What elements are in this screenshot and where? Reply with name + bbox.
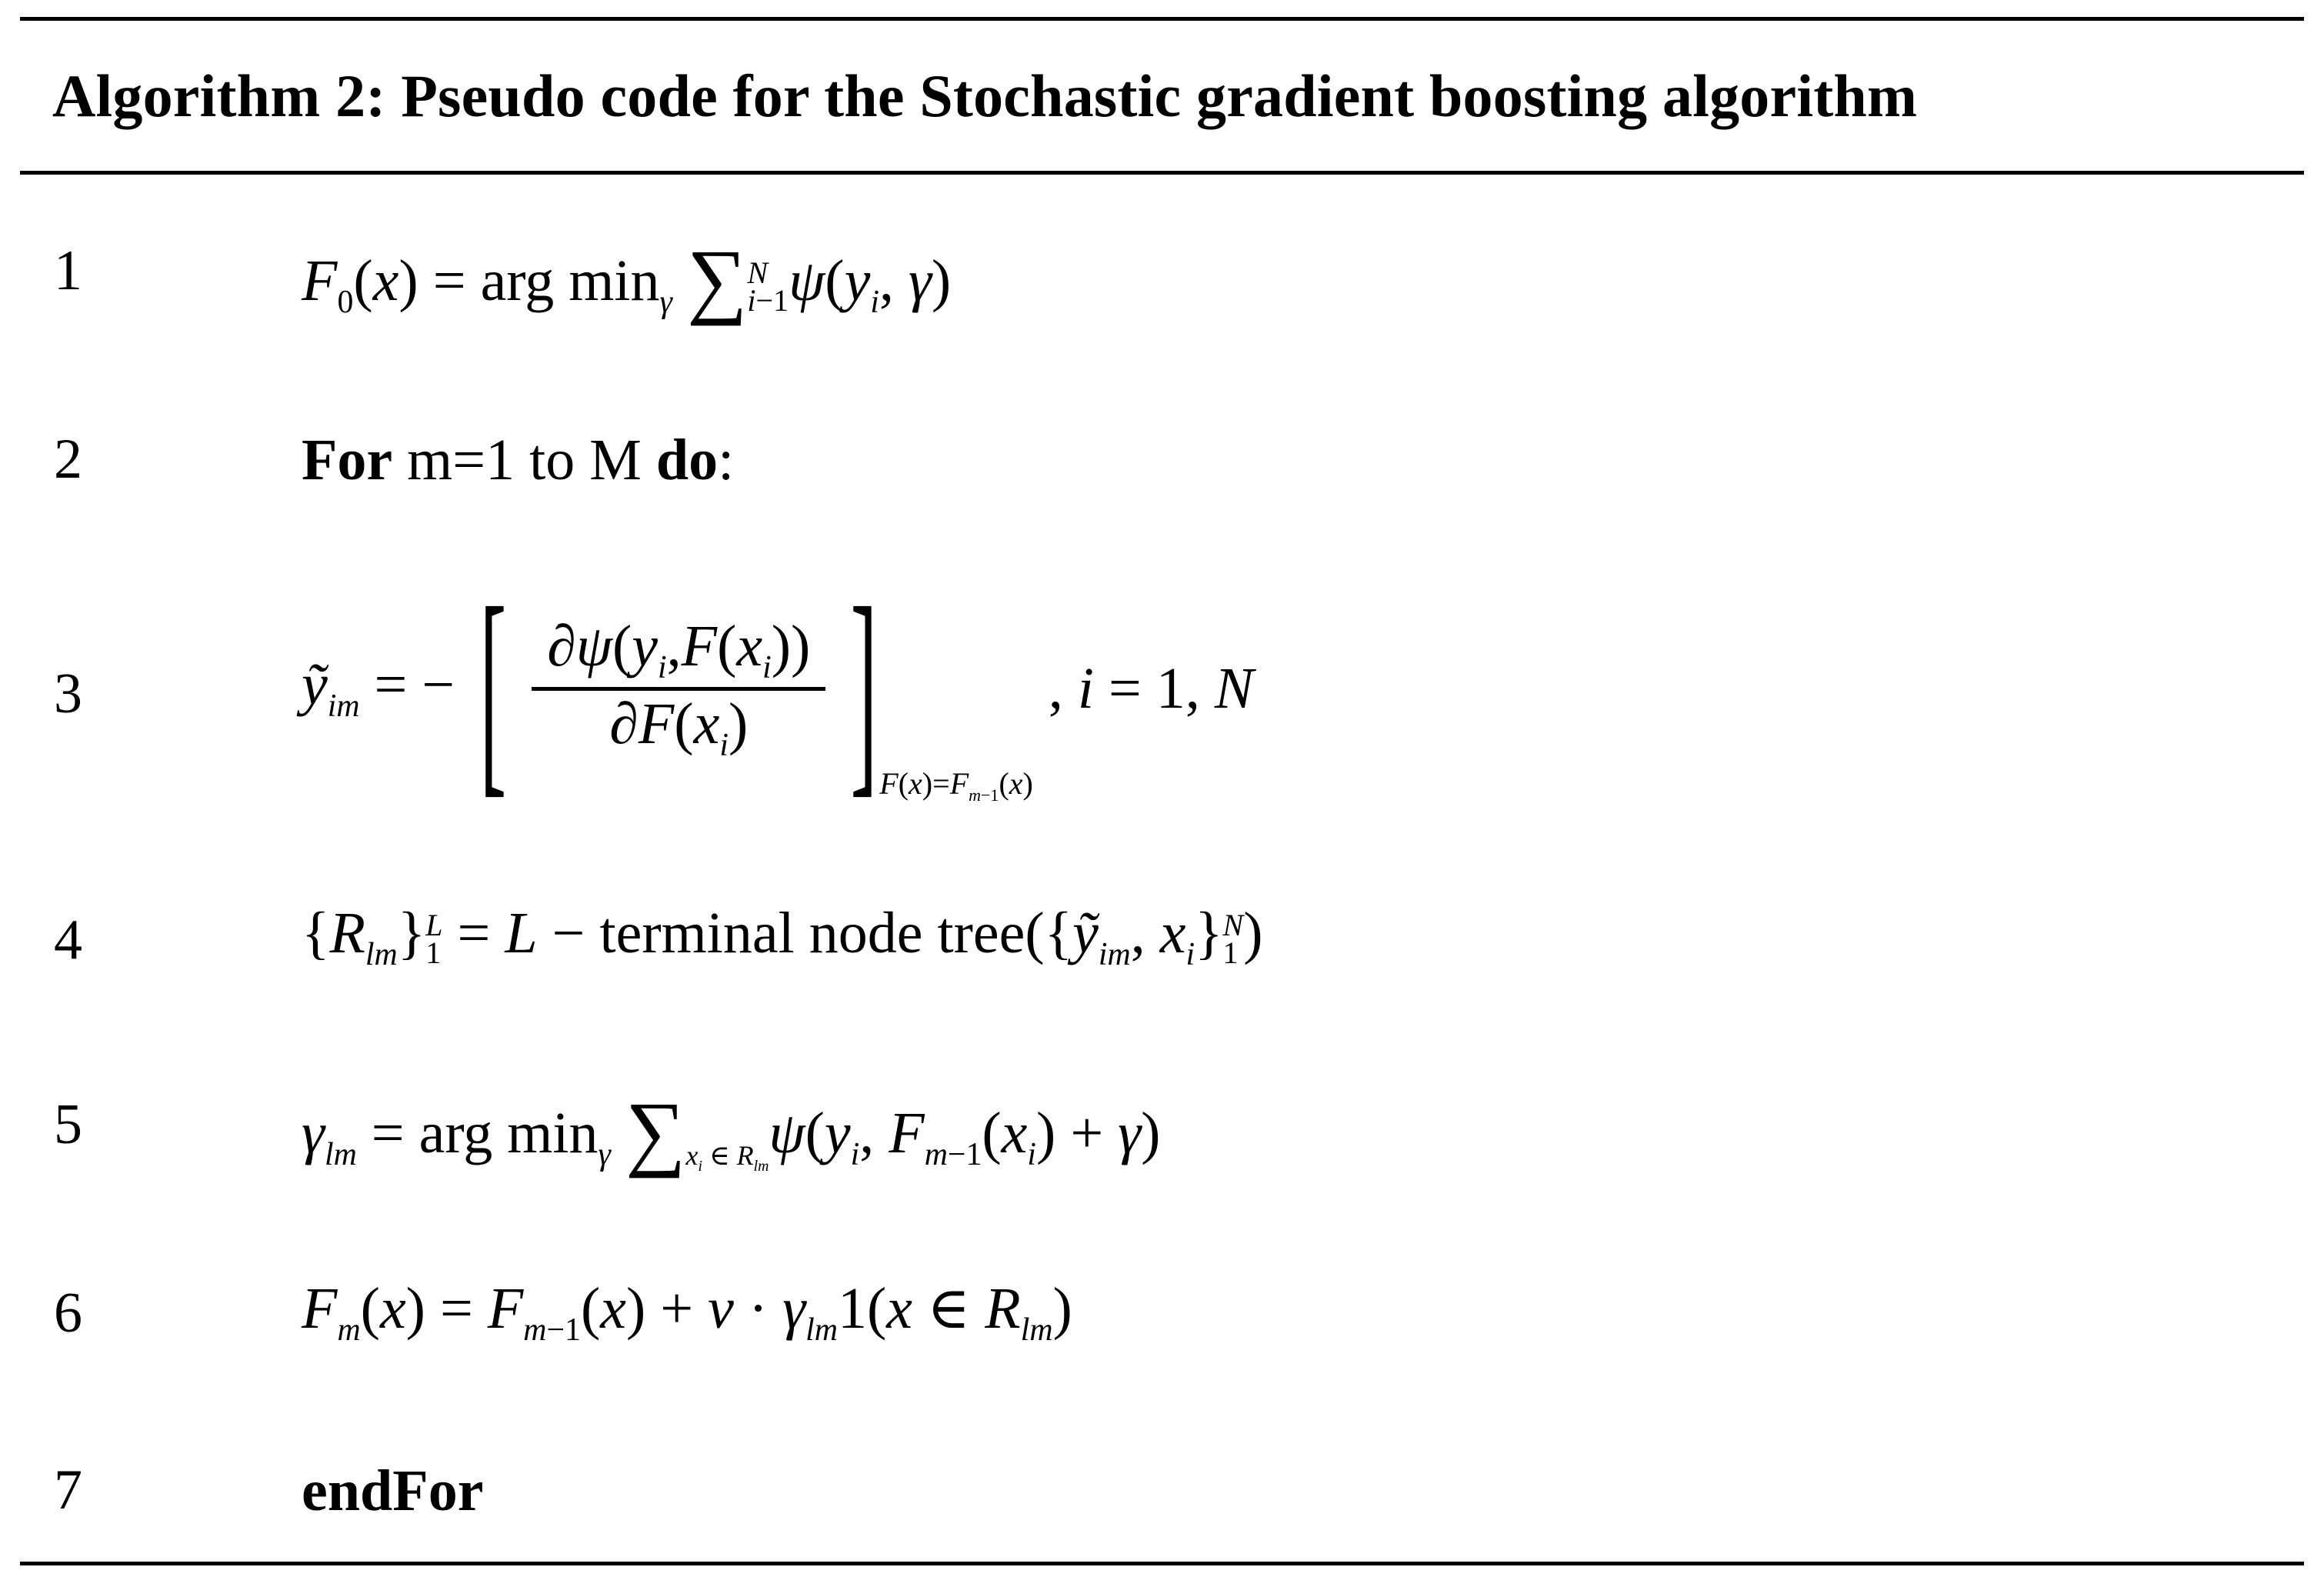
bottom-rule [20,1562,2304,1565]
line-number: 1 [54,239,82,302]
formula-terminal-node-tree: $\{R_{lm}\}$ L 1 = L − terminal node tree({ỹ$_{im}$, $x_i$} N 1 ) [302,901,1263,973]
line-number: 7 [54,1459,82,1522]
formula-pseudo-residual: ỹ$_{im}$ = − [ $\frac{\partial\psi(y_i,F(x_i))}{\partial F(x_i)}$ ]$F(x)=F_{m-1}(x)$, i = 1, N [302,561,1254,816]
formula-update: $F_m(x) = F_{m-1}(x) + \nu \cdot \gamma_{lm}1(x$ ∈ $R_{lm}$) [302,1276,1072,1349]
algorithm-title: Algorithm 2: Pseudo code for the Stochastic gradient boosting algorithm [52,62,1918,129]
line-number: 6 [54,1282,82,1345]
line-number: 2 [54,428,82,491]
formula-gamma-lm: $\gamma_{lm}$ = arg $\min_\gamma \sum_{x_i \in R_{lm}}\psi(y_i$, $F_{m-1}(x_i) + \gamma$) [302,1085,1161,1179]
line-number: 5 [54,1093,82,1156]
line-number: 3 [54,662,82,725]
top-rule [20,17,2304,21]
for-loop-statement: For m=1 to M do: [302,428,735,492]
end-for-statement: endFor [302,1459,484,1523]
formula-f0: $F_0(x)$ = arg $\min_\gamma$ ∑ N i−1 $\psi(y_i$, γ) [302,232,952,326]
header-rule [20,171,2304,175]
line-number: 4 [54,909,82,972]
